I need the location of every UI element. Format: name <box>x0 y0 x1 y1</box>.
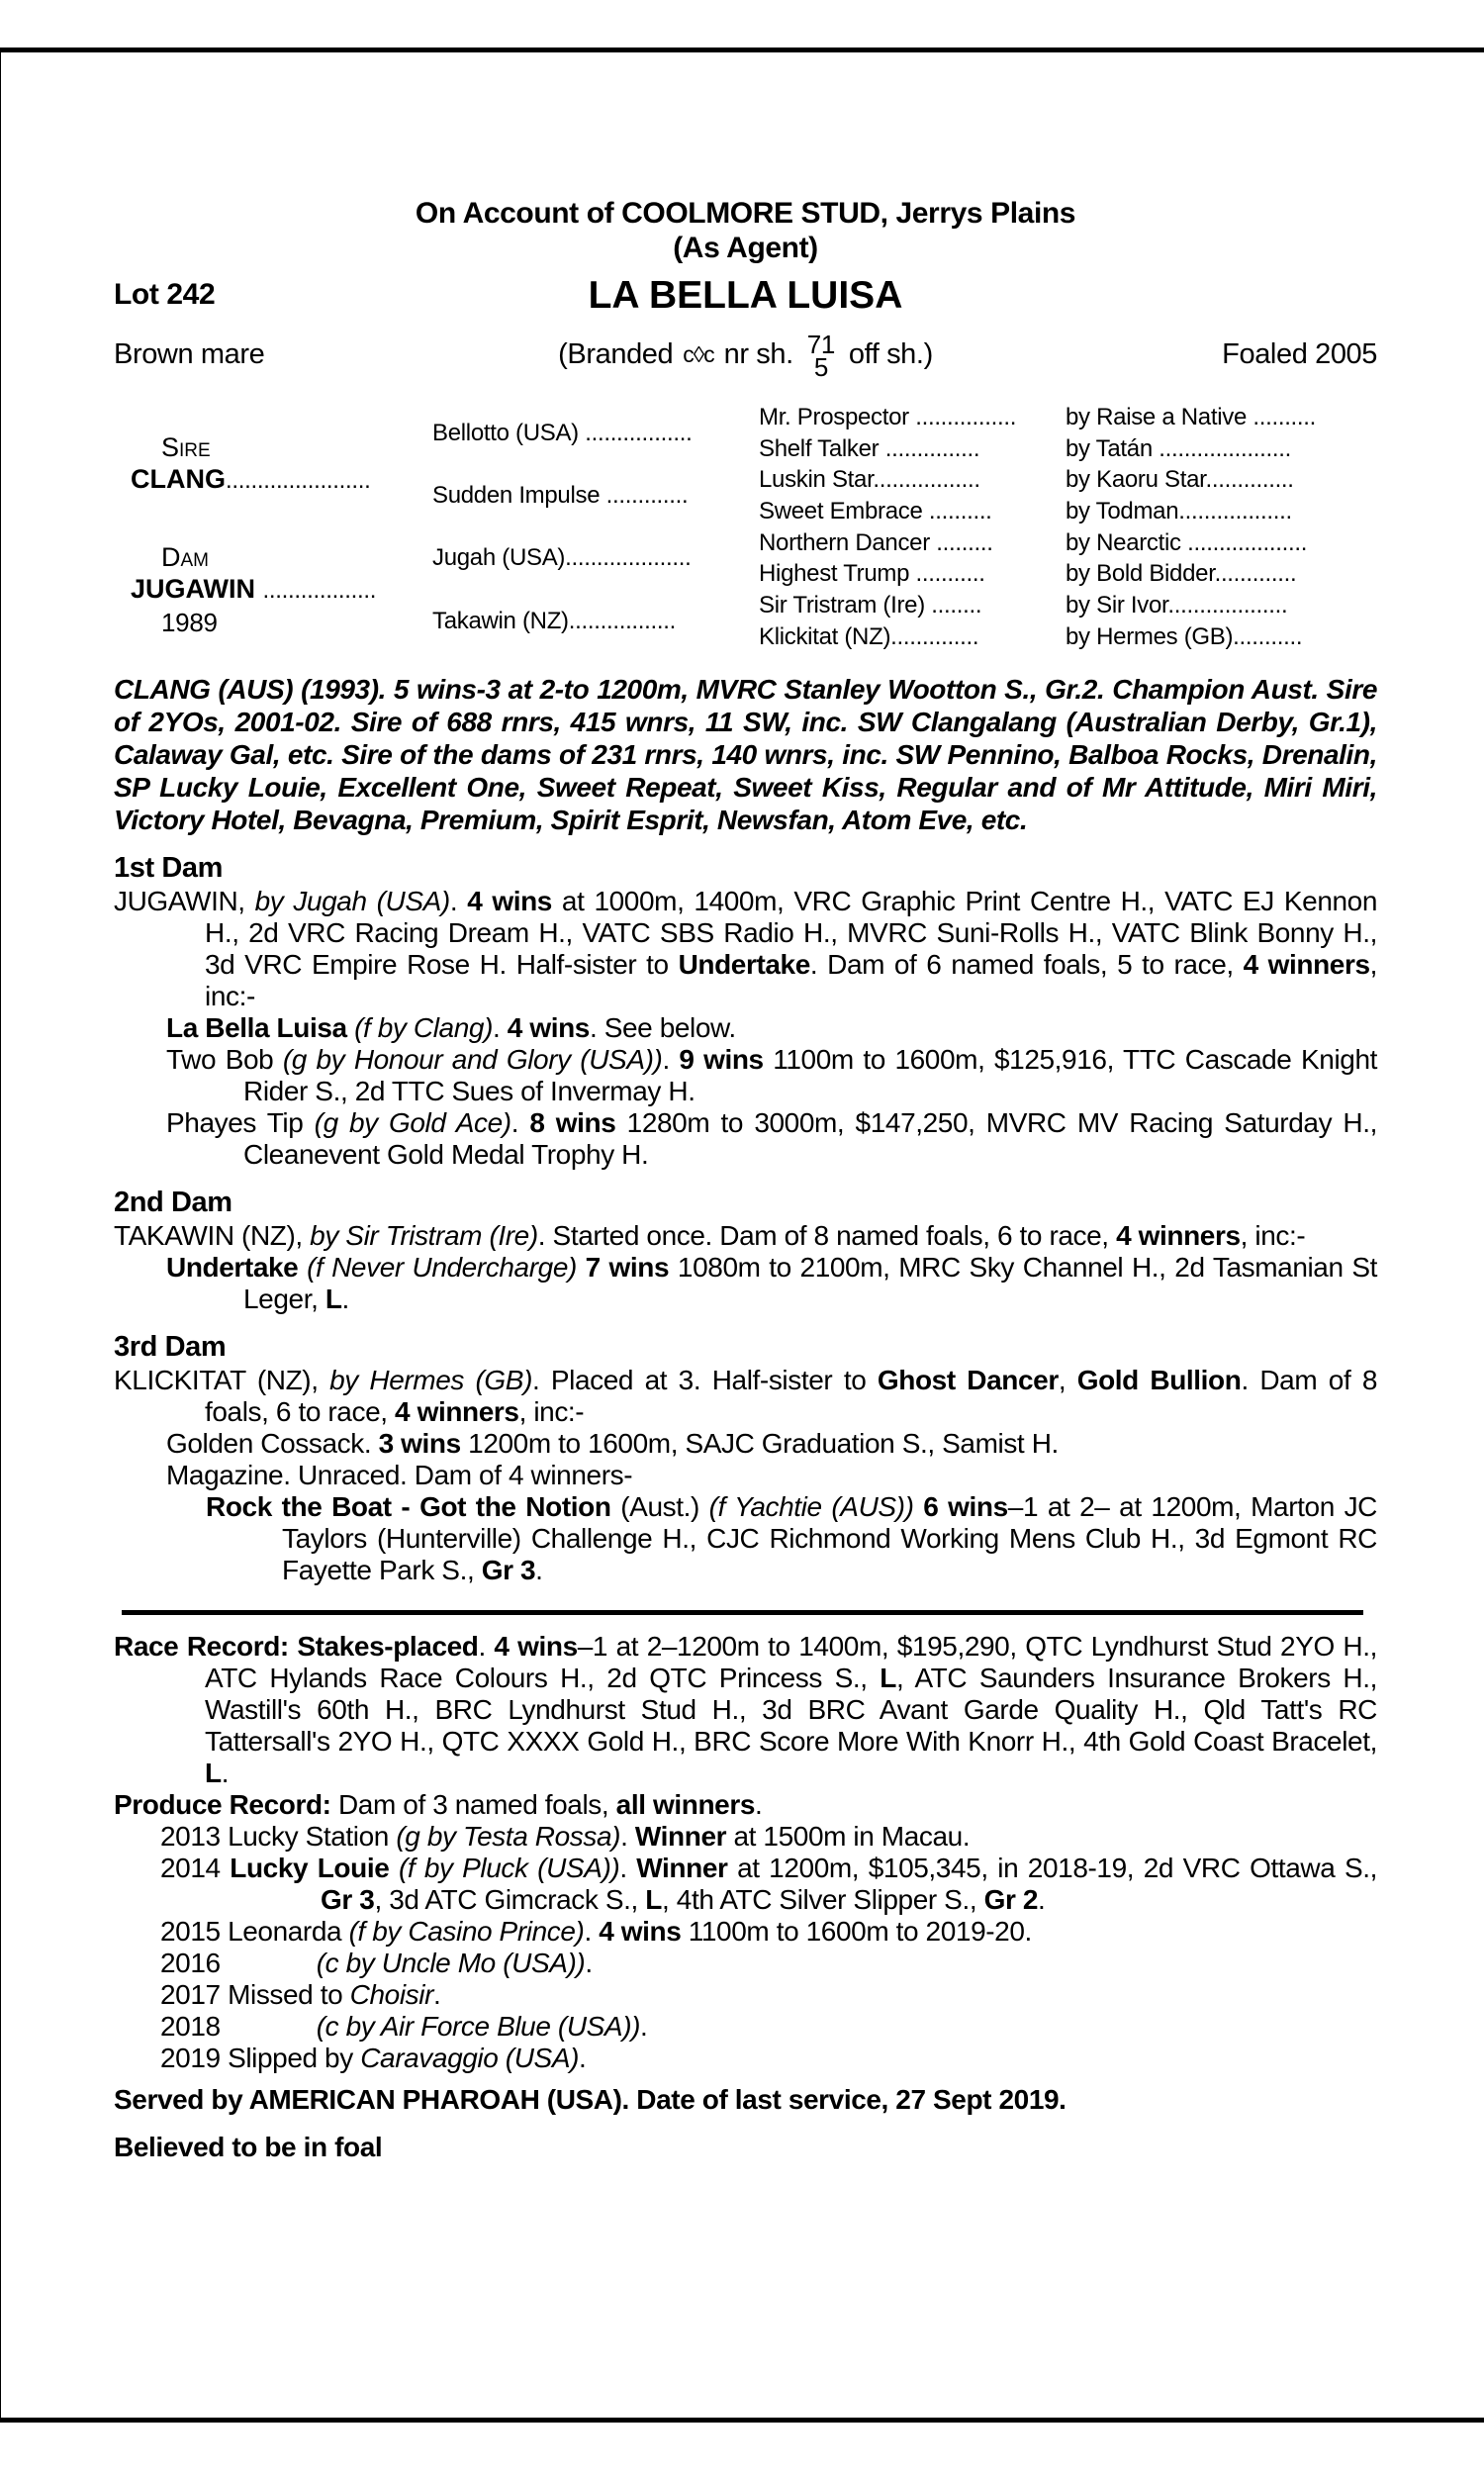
pedigree-gen2-cell: Takawin (NZ)................. <box>432 607 677 634</box>
sire-label: Sire <box>161 432 211 463</box>
pedigree-gen4-cell: by Raise a Native .......... <box>1066 403 1317 430</box>
produce-entry: 2019 Slipped by Caravaggio (USA). <box>160 2042 587 2073</box>
pedigree-gen4-cell: by Tatán ..................... <box>1066 434 1291 462</box>
pedigree-table <box>114 402 1377 653</box>
pedigree-gen2-cell: Jugah (USA).................... <box>432 544 692 572</box>
progeny-entry: Two Bob (g by Honour and Glory (USA)). 9 wins 1100m to 1600m, $125,916, TTC Cascade Knight Rider S., 2d TTC Sues of Invermay H. <box>166 1043 1378 1106</box>
pedigree-sire-block <box>114 402 432 527</box>
foaled-year: Foaled 2005 <box>1222 338 1377 370</box>
section-divider <box>122 1610 1363 1615</box>
dam-foaled-year: 1989 <box>161 608 218 638</box>
horse-description: Brown mare <box>114 338 265 370</box>
progeny-entry: Undertake (f Never Undercharge) 7 wins 1080m to 2100m, MRC Sky Channel H., 2d Tasmanian St Leger, L. <box>166 1251 1378 1314</box>
pedigree-gen4-cell: by Nearctic ................... <box>1066 528 1308 556</box>
pedigree-gen3-cell: Shelf Talker ............... <box>759 434 980 462</box>
brand-details <box>558 330 933 382</box>
pedigree-gen4-cell: by Bold Bidder............. <box>1066 560 1297 588</box>
produce-entry: 2014 Lucky Louie (f by Pluck (USA)). Winner at 1200m, $105,345, in 2018-19, 2d VRC Ottawa S., Gr 3, 3d ATC Gimcrack S., L, 4th ATC Silver Slipper S., Gr 2. <box>160 1852 1377 1915</box>
produce-entry: 2013 Lucky Station (g by Testa Rossa). Winner at 1500m in Macau. <box>160 1820 971 1852</box>
pedigree-gen2-cell: Sudden Impulse ............. <box>432 482 689 510</box>
pedigree-dam-block <box>114 527 432 653</box>
sub-progeny-entry: Rock the Boat - Got the Notion (Aust.) (f Yachtie (AUS)) 6 wins–1 at 2– at 1200m, Marton JC Taylors (Hunterville) Challenge H., CJC Richmond Working Mens Club H., 3d Egmont RC Fayette Park S., Gr 3. <box>206 1490 1378 1585</box>
lot-number: Lot 242 <box>114 278 216 311</box>
dam-label: Dam <box>161 542 209 573</box>
pedigree-gen3-cell: Northern Dancer ......... <box>759 528 993 556</box>
brand-symbol: c◊c <box>683 341 714 367</box>
progeny-entry: Golden Cossack. 3 wins 1200m to 1600m, SAJC Graduation S., Samist H. <box>166 1427 1059 1459</box>
dam-name: JUGAWIN .................. <box>131 574 377 605</box>
third-dam-heading: 3rd Dam <box>114 1330 227 1363</box>
produce-entry: 2015 Leonarda (f by Casino Prince). 4 wins 1100m to 1600m to 2019-20. <box>160 1915 1032 1947</box>
produce-record-paragraph: Produce Record: Dam of 3 named foals, all winners. <box>114 1788 763 1820</box>
pedigree-gen4-cell: by Todman.................. <box>1066 497 1292 524</box>
pedigree-gen3-cell: Sir Tristram (Ire) ........ <box>759 591 982 618</box>
brand-number-top: 71 <box>806 330 835 359</box>
pedigree-gen3-cell: Klickitat (NZ).............. <box>759 622 979 650</box>
first-dam-paragraph: JUGAWIN, by Jugah (USA). 4 wins at 1000m, 1400m, VRC Graphic Print Centre H., VATC EJ Kennon H., 2d VRC Racing Dream H., VATC SBS Radio H., MVRC Suni-Rolls H., VATC Blink Bonny H., 3d VRC Empire Rose H. Half-sister to Undertake. Dam of 6 named foals, 5 to race, 4 winners, inc:- <box>114 885 1378 1011</box>
produce-entry: 2017 Missed to Choisir. <box>160 1978 441 2010</box>
pedigree-gen4-cell: by Kaoru Star.............. <box>1066 466 1294 494</box>
first-dam-heading: 1st Dam <box>114 851 224 884</box>
pedigree-gen3-cell: Sweet Embrace .......... <box>759 497 992 524</box>
branded-near-shoulder: nr sh. <box>723 338 793 370</box>
branded-suffix: off sh.) <box>848 338 933 370</box>
consignor-line: On Account of COOLMORE STUD, Jerrys Plains <box>415 197 1076 230</box>
progeny-entry: Phayes Tip (g by Gold Ace). 8 wins 1280m to 3000m, $147,250, MVRC MV Racing Saturday H., Cleanevent Gold Medal Trophy H. <box>166 1106 1377 1170</box>
sire-summary: CLANG (AUS) (1993). 5 wins-3 at 2-to 1200m, MVRC Stanley Wootton S., Gr.2. Champion Aust. Sire of 2YOs, 2001-02. Sire of 688 rnrs, 415 wnrs, 11 SW, inc. SW Clangalang (Australian Derby, Gr.1), Calaway Gal, etc. Sire of the dams of 231 rnrs, 140 wnrs, inc. SW Pennino, Balboa Rocks, Drenalin, SP Lucky Louie, Excellent One, Sweet Repeat, Sweet Kiss, Regular and of Mr Attitude, Miri Miri, Victory Hotel, Bevagna, Premium, Spirit Esprit, Newsfan, Atom Eve, etc. <box>114 673 1377 835</box>
horse-name: LA BELLA LUISA <box>588 274 903 317</box>
brand-number <box>806 330 835 382</box>
brand-number-bottom: 5 <box>813 352 828 382</box>
pedigree-gen4-cell: by Sir Ivor................... <box>1066 591 1288 618</box>
pedigree-gen4-cell: by Hermes (GB)........... <box>1066 622 1303 650</box>
consignor-agent-line: (As Agent) <box>673 232 818 264</box>
progeny-entry: La Bella Luisa (f by Clang). 4 wins. See below. <box>166 1011 736 1043</box>
second-dam-heading: 2nd Dam <box>114 1186 232 1218</box>
served-by-line: Served by AMERICAN PHAROAH (USA). Date of last service, 27 Sept 2019. <box>114 2083 1067 2115</box>
branded-prefix: (Branded <box>558 338 674 370</box>
progeny-entry: Magazine. Unraced. Dam of 4 winners- <box>166 1459 633 1490</box>
pedigree-gen3-cell: Highest Trump ........... <box>759 560 985 588</box>
horse-details-row <box>114 325 1377 384</box>
race-record-paragraph: Race Record: Stakes-placed. 4 wins–1 at 2–1200m to 1400m, $195,290, QTC Lyndhurst Stud 2YO H., ATC Hylands Race Colours H., 2d QTC Princess S., L, ATC Saunders Insurance Brokers H., Wastill's 60th H., BRC Lyndhurst Stud H., 3d BRC Avant Garde Quality H., Qld Tatt's RC Tattersall's 2YO H., QTC XXXX Gold H., BRC Score More With Knorr H., 4th Gold Coast Bracelet, L. <box>114 1630 1378 1788</box>
pedigree-gen3-cell: Mr. Prospector ................ <box>759 403 1017 430</box>
produce-entry: 2016 (c by Uncle Mo (USA)). <box>160 1947 593 1978</box>
lot-row <box>114 273 1377 321</box>
in-foal-line: Believed to be in foal <box>114 2131 383 2162</box>
pedigree-gen2-cell: Bellotto (USA) ................. <box>432 419 693 446</box>
second-dam-paragraph: TAKAWIN (NZ), by Sir Tristram (Ire). Started once. Dam of 8 named foals, 6 to race, 4 winners, inc:- <box>114 1219 1306 1251</box>
pedigree-gen3-cell: Luskin Star................. <box>759 466 980 494</box>
sire-name: CLANG....................... <box>131 464 371 495</box>
page-content <box>114 196 1377 2163</box>
third-dam-paragraph: KLICKITAT (NZ), by Hermes (GB). Placed at 3. Half-sister to Ghost Dancer, Gold Bullion. Dam of 8 foals, 6 to race, 4 winners, inc:- <box>114 1364 1377 1427</box>
produce-entry: 2018 (c by Air Force Blue (USA)). <box>160 2010 648 2042</box>
